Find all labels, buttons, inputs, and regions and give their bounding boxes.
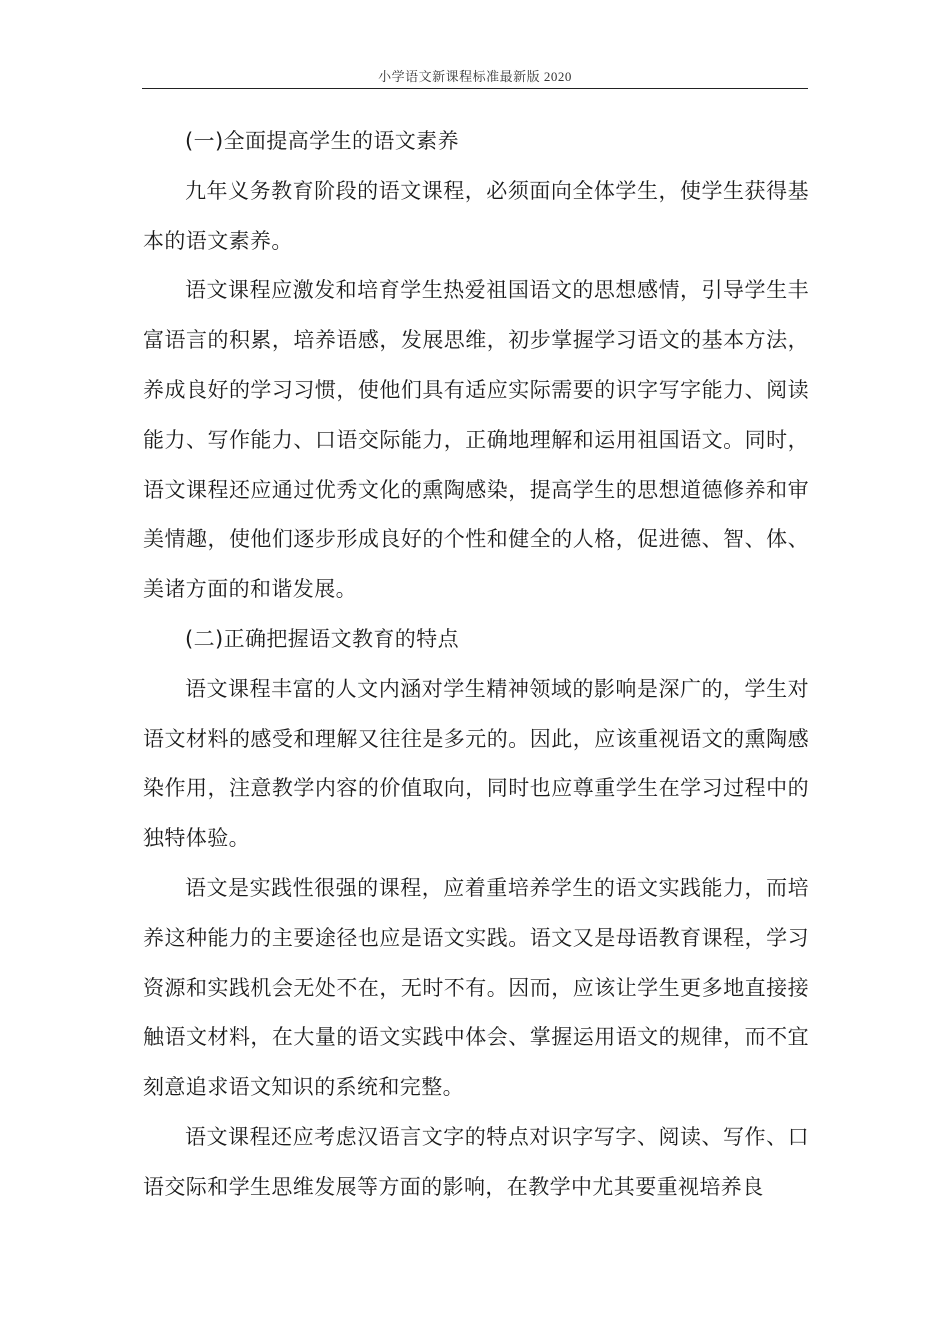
paragraph-2: 语文课程应激发和培育学生热爱祖国语文的思想感情，引导学生丰富语言的积累，培养语感，发展思维，初步掌握学习语文的基本方法，养成良好的学习习惯，使他们具有适应实际需要的识字写字能力、阅读能力、写作能力、口语交际能力，正确地理解和运用祖国语文。同时，语文课程还应通过优秀文化的熏陶感染，提高学生的思想道德修养和审美情趣，使他们逐步形成良好的个性和健全的人格，促进德、智、体、美诸方面的和谐发展。 xyxy=(143,278,809,602)
section-heading-2: (二)正确把握语文教育的特点 xyxy=(185,626,459,651)
document-body xyxy=(143,117,809,1213)
section-heading-1: (一)全面提高学生的语文素养 xyxy=(185,129,459,153)
header-divider xyxy=(142,88,808,89)
paragraph-4: 语文是实践性很强的课程，应着重培养学生的语文实践能力，而培养这种能力的主要途径也应是语文实践。语文又是母语教育课程，学习资源和实践机会无处不在，无时不有。因而，应该让学生更多地直接接触语文材料，在大量的语文实践中体会、掌握运用语文的规律，而不宜刻意追求语文知识的系统和完整。 xyxy=(143,875,809,1100)
paragraph-3: 语文课程丰富的人文内涵对学生精神领域的影响是深广的，学生对语文材料的感受和理解又往往是多元的。因此，应该重视语文的熏陶感染作用，注意教学内容的价值取向，同时也应尊重学生在学习过程中的独特体验。 xyxy=(143,676,809,851)
paragraph-5: 语文课程还应考虑汉语言文字的特点对识字写字、阅读、写作、口语交际和学生思维发展等方面的影响，在教学中尤其要重视培养良 xyxy=(143,1124,809,1199)
running-header: 小学语文新课程标准最新版 2020 xyxy=(378,69,572,84)
paragraph-1: 九年义务教育阶段的语文课程，必须面向全体学生，使学生获得基本的语文素养。 xyxy=(143,178,809,253)
